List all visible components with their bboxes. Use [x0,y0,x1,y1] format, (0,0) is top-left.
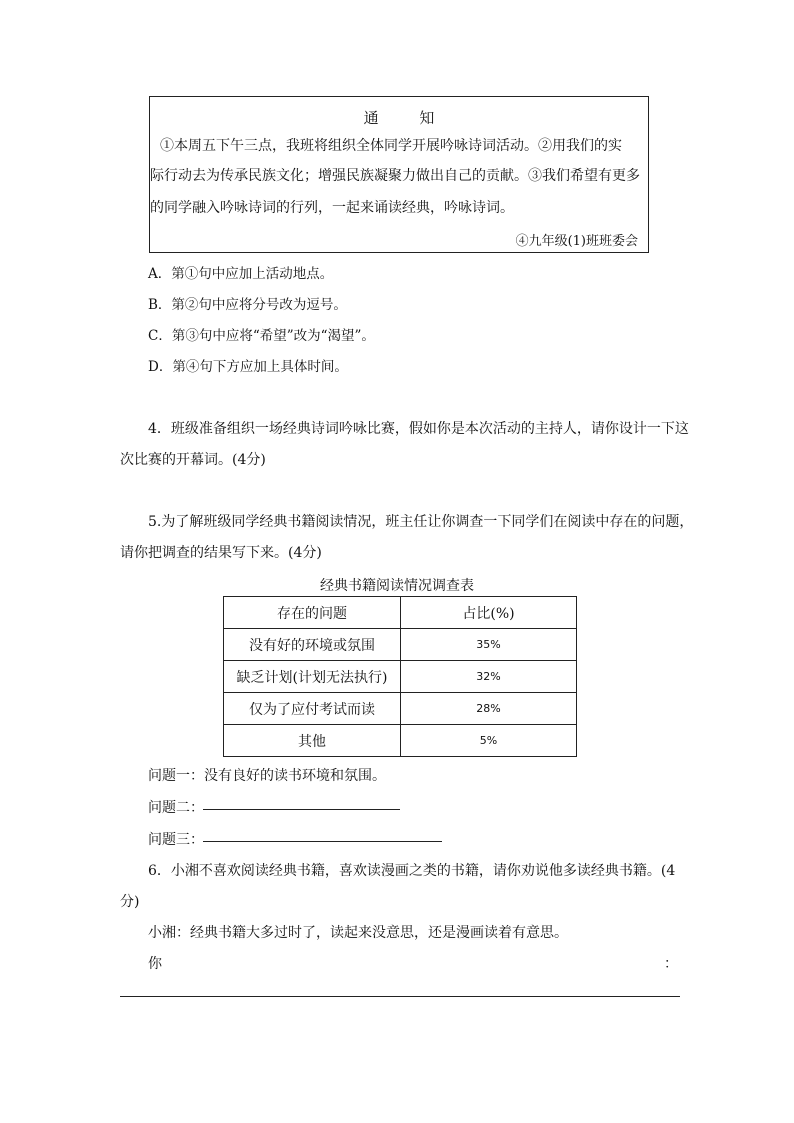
option-c: C．第③句中应将“希望”改为“渴望”。 [148,328,375,344]
question-4-line-1: 4．班级准备组织一场经典诗词吟咏比赛，假如你是本次活动的主持人，请你设计一下这 [148,421,689,437]
question-4-line-2: 次比赛的开幕词。(4分) [120,452,266,468]
table-row [224,661,577,693]
table-row [224,629,577,661]
table-cell-problem: 没有好的环境或氛围 [224,629,401,661]
table-header-row [224,597,577,629]
survey-table [223,596,577,757]
notice-title: 通 知 [363,109,453,127]
question-6-line-1: 6．小湘不喜欢阅读经典书籍，喜欢读漫画之类的书籍，请你劝说他多读经典书籍。(4 [148,863,676,879]
table-cell-problem: 其他 [224,725,401,757]
answer-problem-1: 问题一：没有良好的读书环境和氛围。 [148,768,386,784]
table-row [224,693,577,725]
dialog-xiaoxiang: 小湘：经典书籍大多过时了，读起来没意思，还是漫画读着有意思。 [148,925,568,941]
table-cell-percent: 32% [401,661,577,693]
table-cell-problem: 仅为了应付考试而读 [224,693,401,725]
answer-line[interactable] [120,996,680,997]
answer-problem-3-label: 问题三： [148,832,204,848]
question-6-line-2: 分) [120,894,140,910]
notice-box [149,96,649,253]
answer-problem-2-label: 问题二： [148,800,204,816]
notice-line-2: 际行动去为传承民族文化；增强民族凝聚力做出自己的贡献。③我们希望有更多 [150,168,640,184]
table-cell-percent: 35% [401,629,577,661]
option-a: A．第①句中应加上活动地点。 [148,266,334,282]
table-header: 占比(%) [401,597,577,629]
notice-line-1: ①本周五下午三点，我班将组织全体同学开展吟咏诗词活动。②用我们的实 [160,138,622,154]
question-5-line-2: 请你把调查的结果写下来。(4分) [120,545,322,561]
answer-problem-3-blank[interactable] [203,841,442,842]
table-caption: 经典书籍阅读情况调查表 [320,578,474,594]
reply-colon: ： [664,956,678,972]
answer-problem-2-blank[interactable] [203,809,400,810]
table-cell-problem: 缺乏计划(计划无法执行) [224,661,401,693]
reply-prefix: 你 [148,956,162,972]
option-d: D．第④句下方应加上具体时间。 [148,359,348,375]
table-cell-percent: 5% [401,725,577,757]
table-header: 存在的问题 [224,597,401,629]
question-5-line-1: 5.为了解班级同学经典书籍阅读情况，班主任让你调查一下同学们在阅读中存在的问题， [148,514,694,530]
table-row [224,725,577,757]
notice-line-3: 的同学融入吟咏诗词的行列，一起来诵读经典，吟咏诗词。 [150,200,514,216]
option-b: B．第②句中应将分号改为逗号。 [148,297,347,313]
table-cell-percent: 28% [401,693,577,725]
notice-signature: ④九年级(1)班班委会 [515,234,638,249]
